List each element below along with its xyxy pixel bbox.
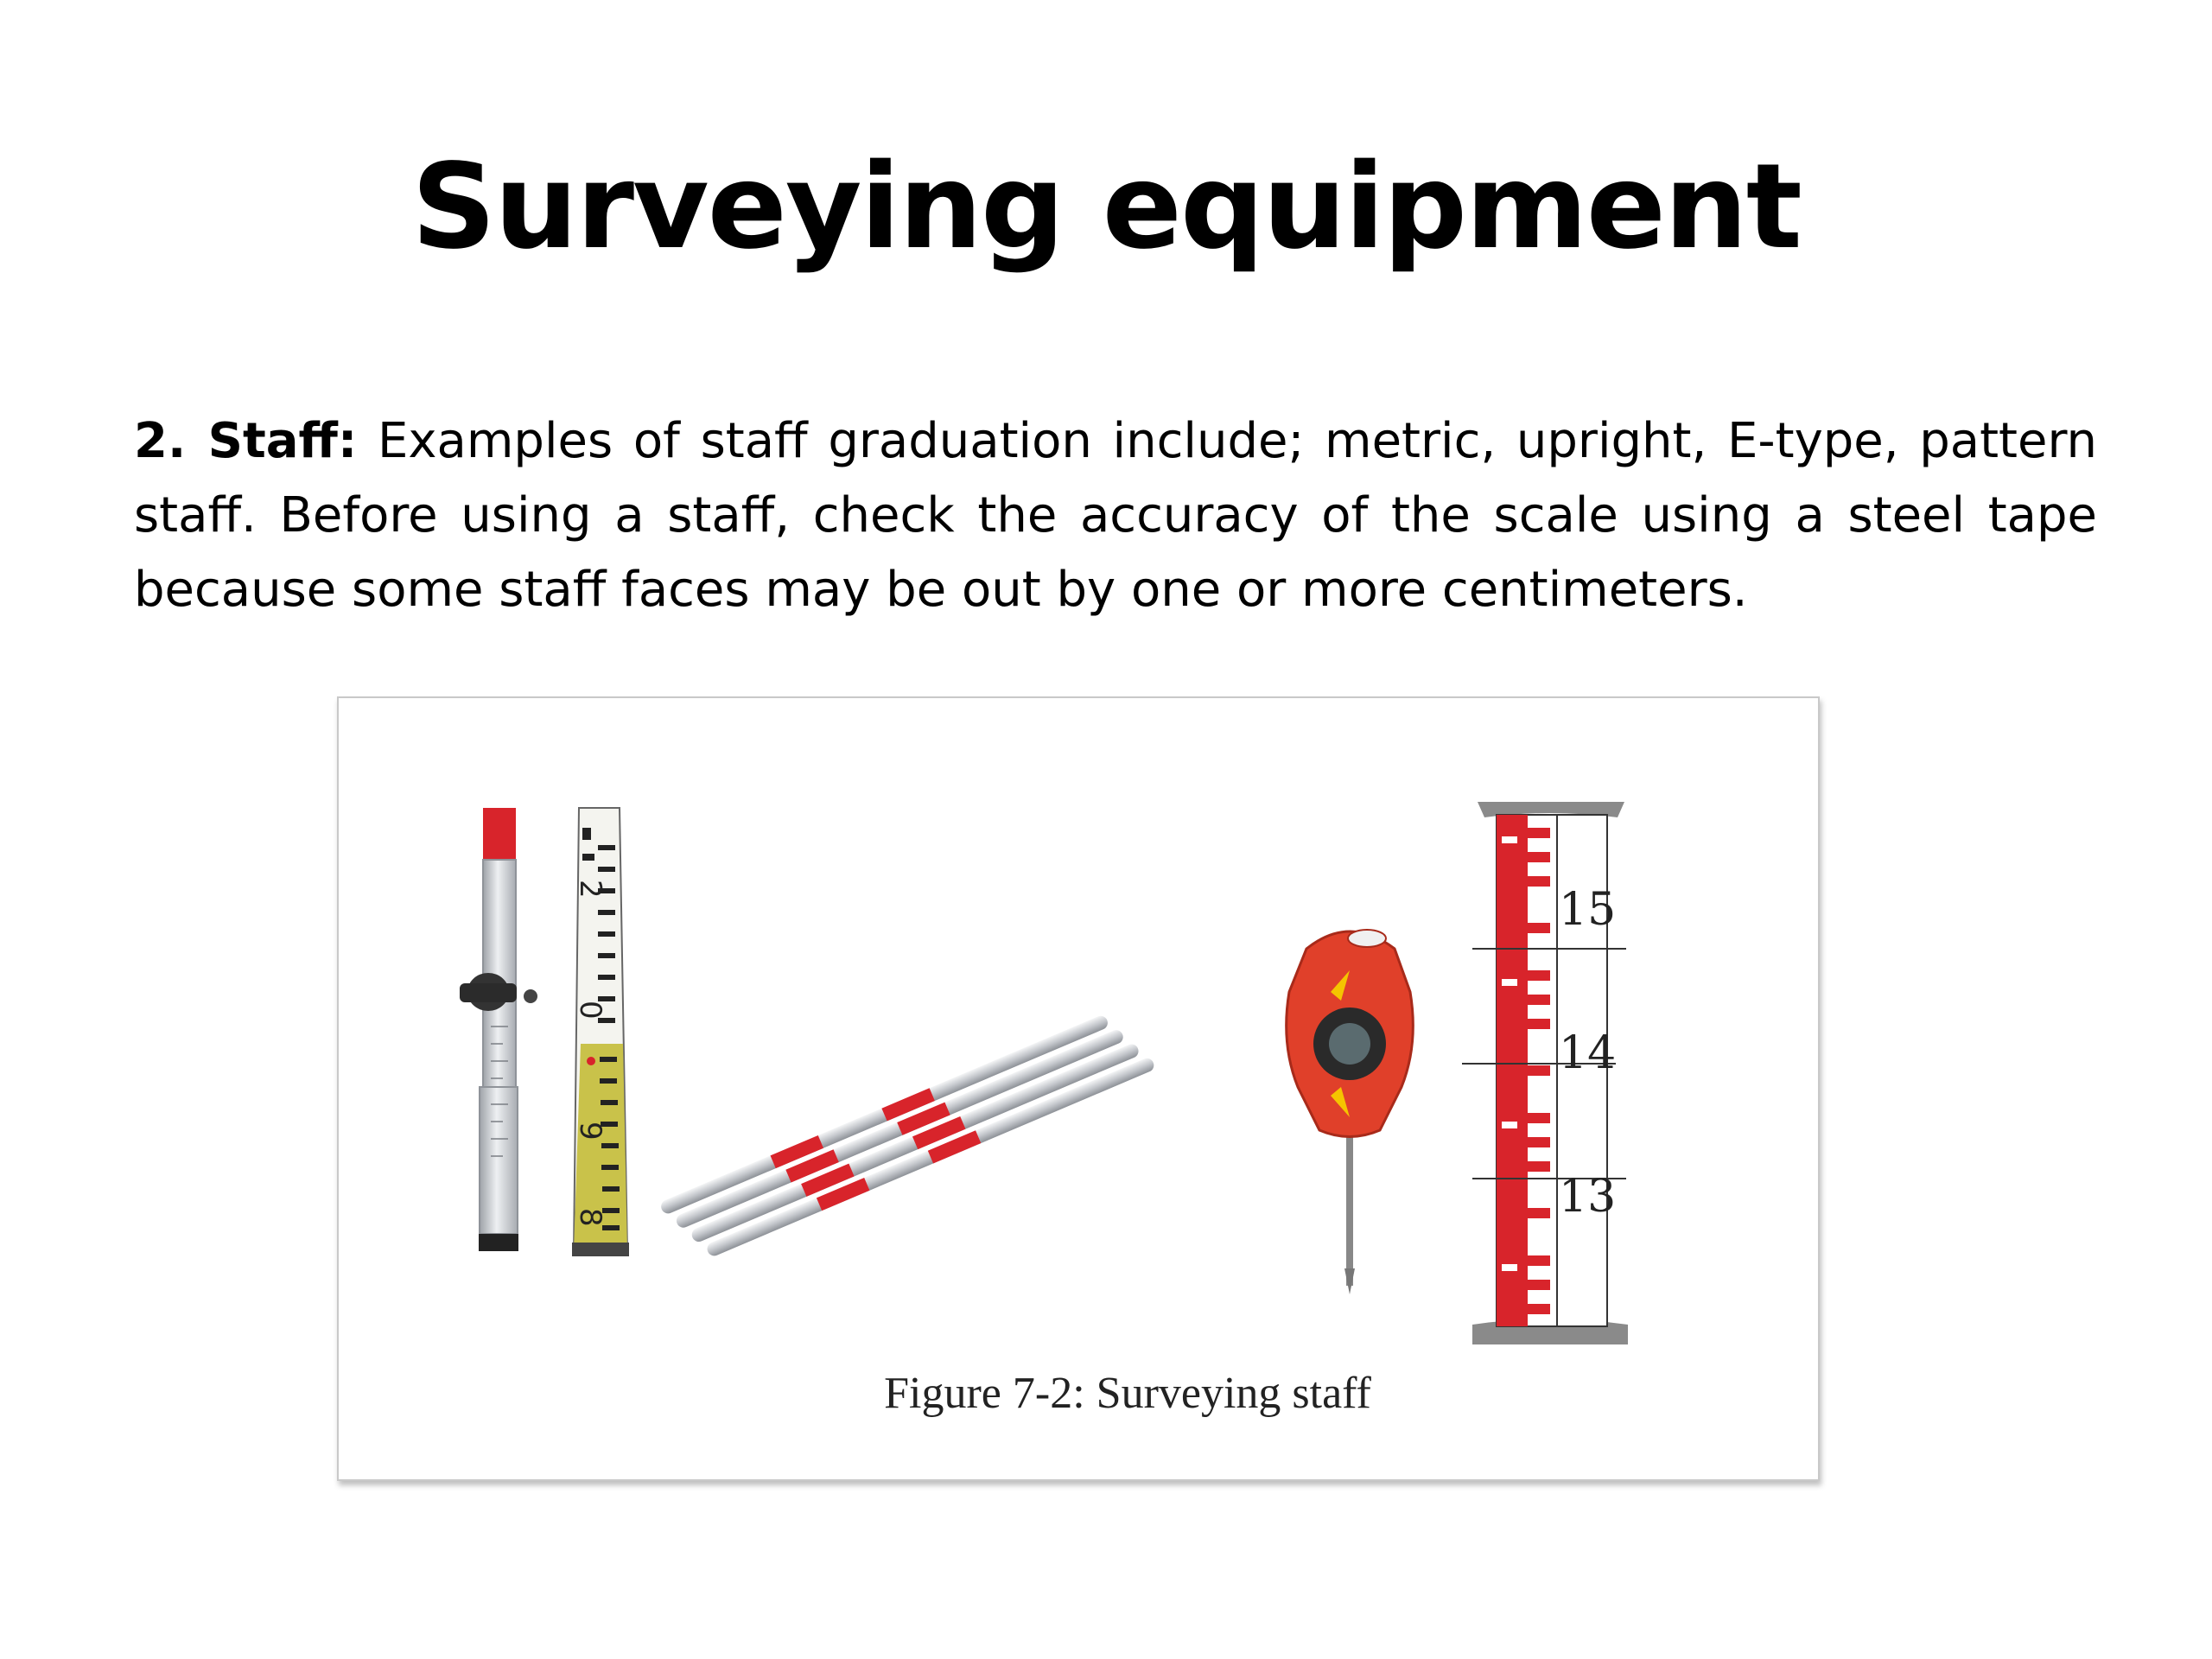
body-lead: 2. Staff: xyxy=(134,413,358,469)
staff-number-1: 2 xyxy=(573,880,607,899)
scale-label-14: 14 xyxy=(1559,1027,1617,1079)
scale-label-13: 13 xyxy=(1559,1171,1617,1223)
scale-label-15: 15 xyxy=(1559,884,1617,936)
figure-caption: Figure 7-2: Surveying staff xyxy=(884,1369,1371,1418)
telescopic-staff xyxy=(460,808,537,1251)
staff-number-3: 9 xyxy=(573,1122,607,1141)
range-poles xyxy=(659,1004,1156,1268)
body-paragraph xyxy=(134,404,2097,627)
e-type-staff xyxy=(1462,802,1628,1344)
figure-surveying-staff xyxy=(337,696,1820,1481)
staff-number-2: 0 xyxy=(573,1001,607,1020)
survey-prism xyxy=(1287,930,1414,1294)
graduated-staff xyxy=(572,808,629,1256)
staff-number-4: 8 xyxy=(573,1208,607,1227)
body-text: Examples of staff graduation include; metric, upright, E-type, pattern staff. Before using a staff, check the accuracy of the scale using a steel tape because some staff faces may be out by one or more centimeters. xyxy=(134,413,2097,618)
slide-title: Surveying equipment xyxy=(411,139,1801,276)
